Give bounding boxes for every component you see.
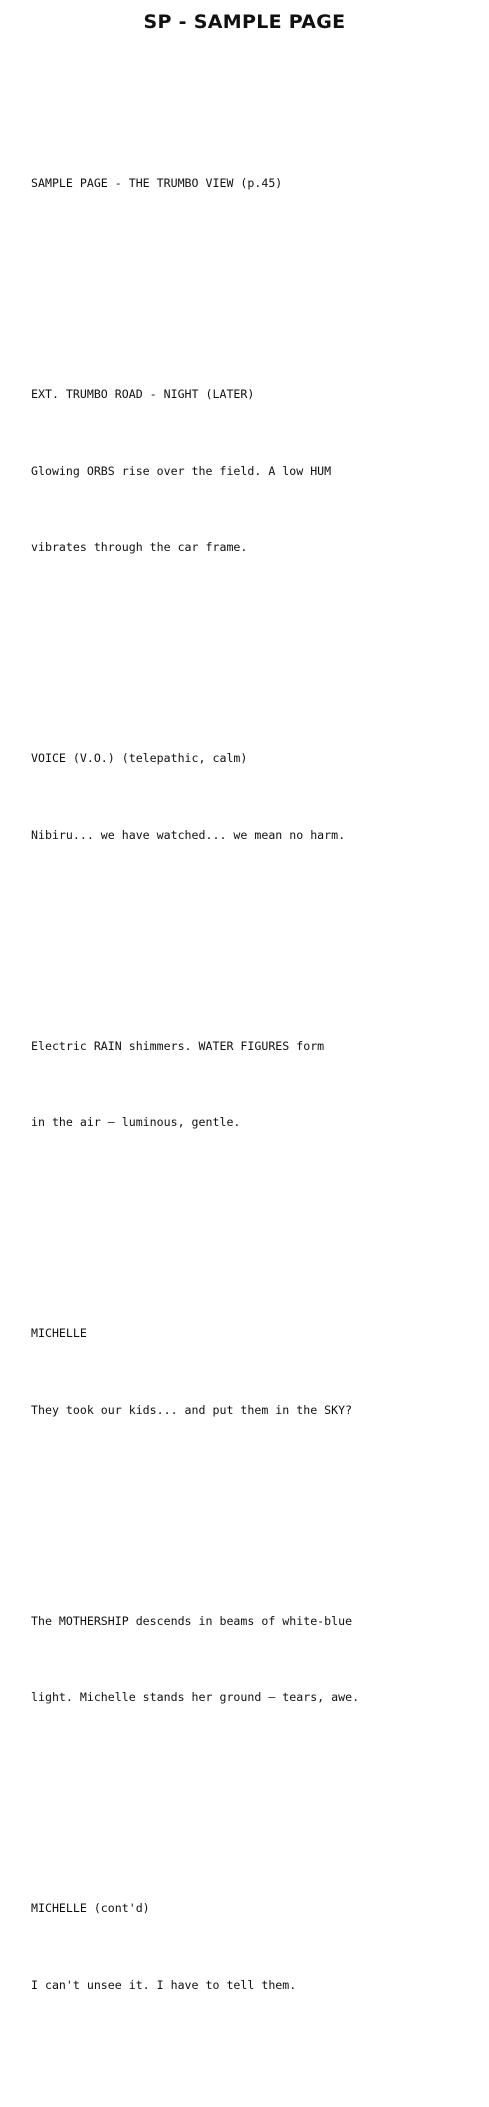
dialogue-block [31,1845,471,2049]
action-line: light. Michelle stands her ground — tears, awe. [31,1690,360,1704]
dialogue-block [31,1270,471,1474]
action-line: The MOTHERSHIP descends in beams of white-blue [31,1613,353,1628]
action-line: vibrates through the car frame. [31,540,248,554]
script-body [31,69,471,2107]
character-cue: MICHELLE (cont'd) [31,1901,150,1915]
action-block [31,1558,471,1762]
action-line: Electric RAIN shimmers. WATER FIGURES form [31,1038,325,1053]
scene-block [31,331,471,612]
dialogue-line: Nibiru... we have watched... we mean no harm. [31,827,346,842]
page-header-block [31,120,471,248]
scene-heading: EXT. TRUMBO ROAD - NIGHT (LATER) [31,387,255,401]
character-cue: MICHELLE [31,1326,87,1340]
dialogue-block [31,695,471,899]
page-title: SP - SAMPLE PAGE [143,11,346,33]
page-header-line: SAMPLE PAGE - THE TRUMBO VIEW (p.45) [31,176,283,190]
dialogue-line: They took our kids... and put them in the SKY? [31,1402,353,1417]
dialogue-line: I can't unsee it. I have to tell them. [31,1977,297,1992]
action-line: Glowing ORBS rise over the field. A low HUM [31,463,332,478]
character-cue: VOICE (V.O.) (telepathic, calm) [31,751,248,765]
action-block [31,983,471,1187]
action-line: in the air — luminous, gentle. [31,1115,241,1129]
